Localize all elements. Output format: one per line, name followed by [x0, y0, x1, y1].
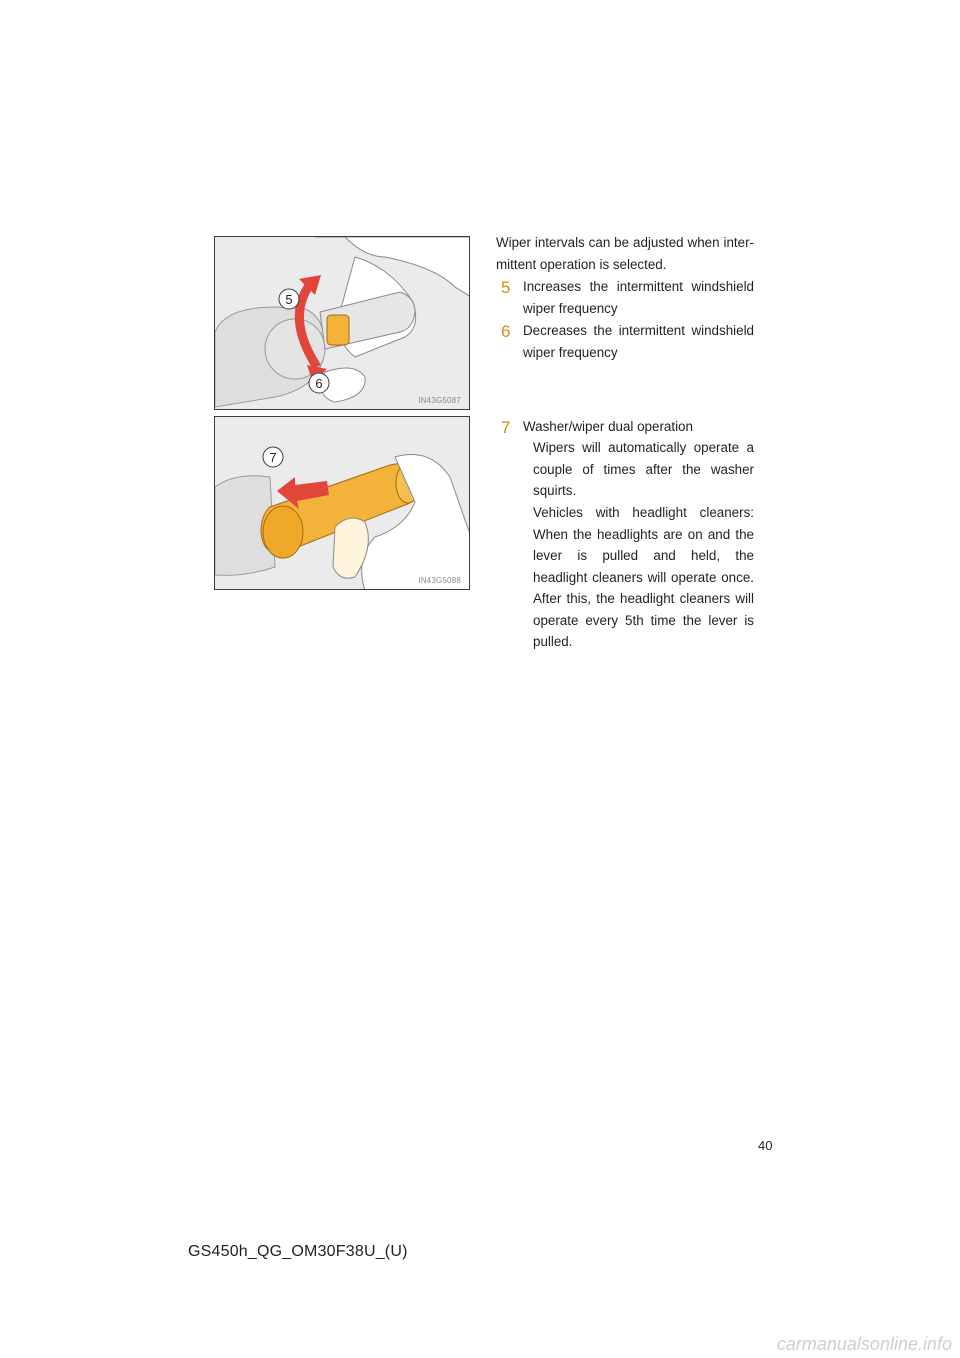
- document-code: GS450h_QG_OM30F38U_(U): [188, 1243, 408, 1260]
- item-number-7: 7: [501, 418, 511, 437]
- intro-paragraph: Wiper intervals can be adjusted when inter-mittent operation is selected.: [496, 235, 754, 272]
- figure-code: IN43G5087: [418, 396, 461, 405]
- item-5-text: Increases the intermittent windshield wiper frequency: [523, 279, 754, 316]
- item-number-6: 6: [501, 322, 511, 341]
- watermark: carmanualsonline.info: [776, 1334, 952, 1354]
- item-7-detail-1: Wipers will automatically operate a couple of times after the washer squirts.: [533, 440, 754, 498]
- callout-5: 5: [285, 292, 293, 307]
- figure-code: IN43G5088: [418, 576, 461, 585]
- item-6-text: Decreases the intermittent windshield wiper frequency: [523, 323, 754, 360]
- page-number: 40: [758, 1138, 773, 1153]
- item-number-7-icon: [501, 419, 515, 437]
- figure-wiper-interval: [214, 236, 470, 410]
- callout-6: 6: [315, 376, 323, 391]
- item-7-title: Washer/wiper dual operation: [523, 419, 693, 434]
- wiper-lever-illustration: [215, 237, 470, 410]
- item-number-5: 5: [501, 278, 511, 297]
- item-7-detail-2: Vehicles with headlight cleaners: When the headlights are on and the lever is pulled and held, the headlight cleaners will operate once. After this, the headlight cleaners will operate every 5th time the lever is pulled.: [533, 505, 754, 649]
- figure-washer-operation: [214, 416, 470, 590]
- item-number-5-icon: [501, 279, 515, 297]
- item-number-6-icon: [501, 323, 515, 341]
- callout-7: 7: [269, 450, 277, 465]
- washer-lever-illustration: [215, 417, 470, 590]
